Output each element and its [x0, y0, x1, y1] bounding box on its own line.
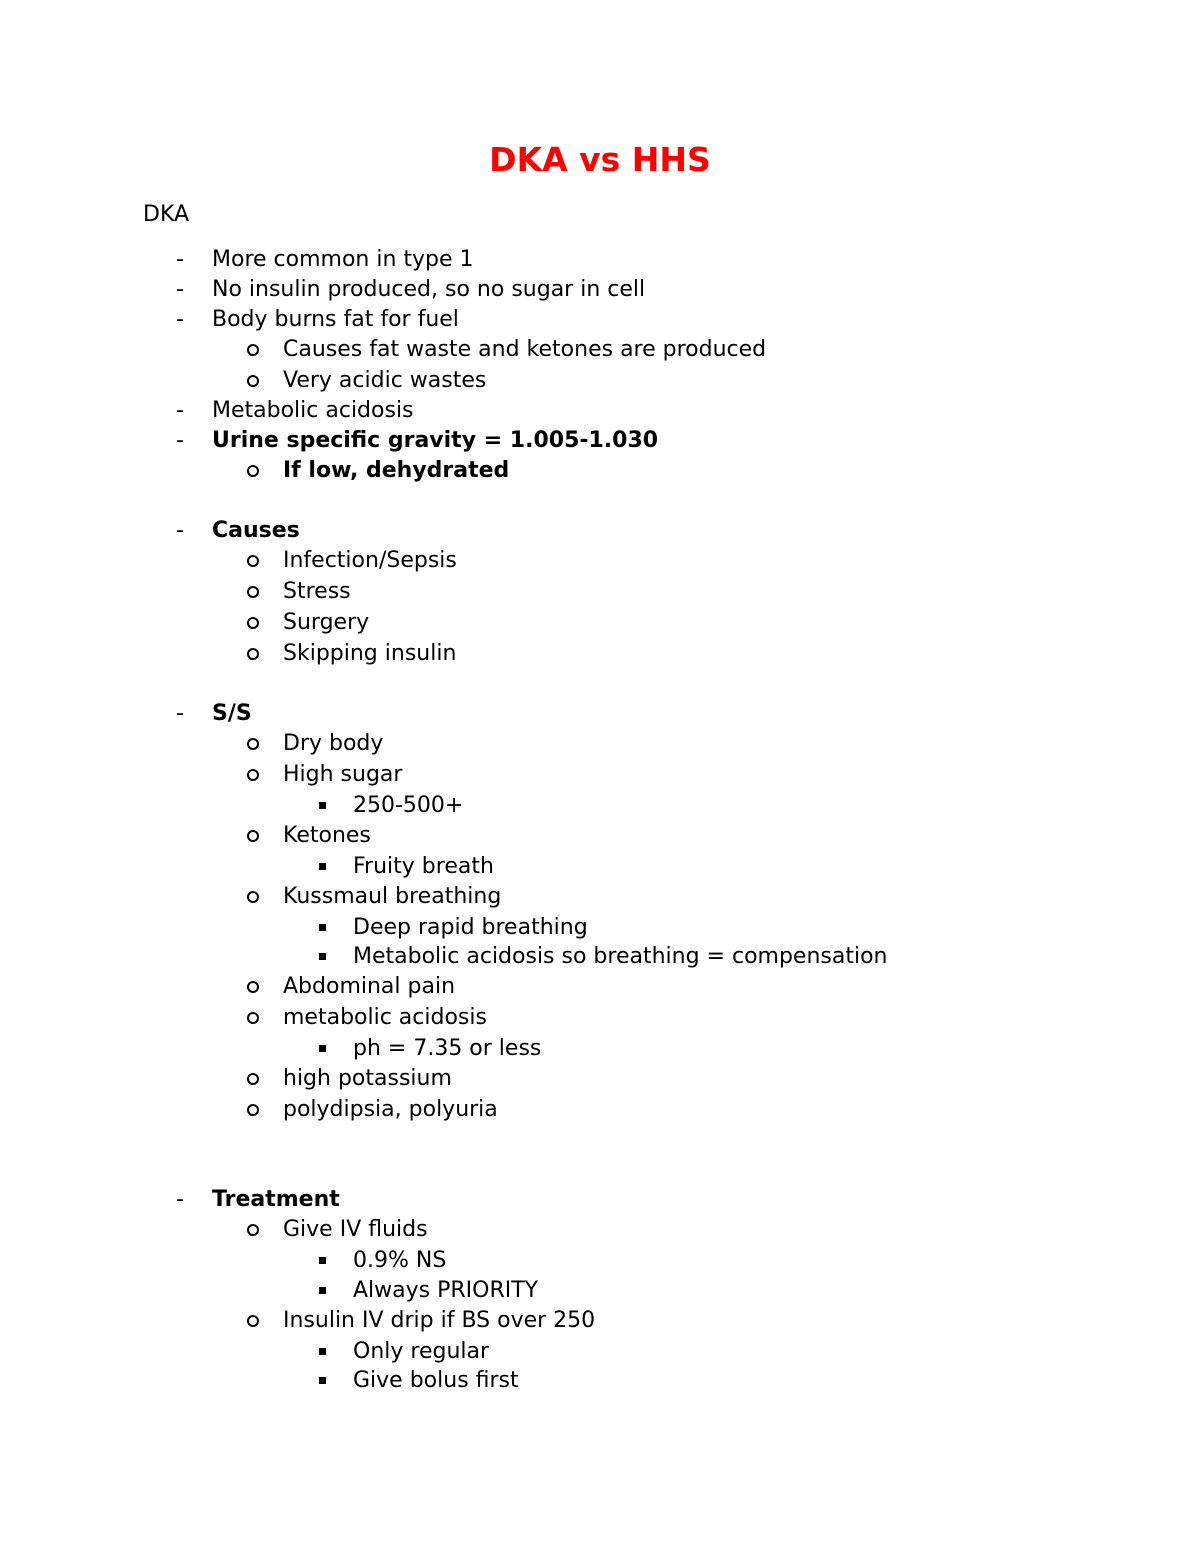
list-item-text: Abdominal pain [283, 974, 456, 999]
list-item-text: Infection/Sepsis [283, 548, 457, 573]
dash-marker: - [176, 398, 184, 423]
list-item-text: Body burns fat for fuel [212, 307, 459, 332]
list-item-text: Kussmaul breathing [283, 884, 502, 909]
circle-bullet-icon [247, 344, 259, 356]
list-item-text: More common in type 1 [212, 247, 474, 272]
dash-marker: - [176, 307, 184, 332]
circle-bullet-icon [247, 1012, 259, 1024]
dash-marker: - [176, 428, 184, 453]
list-item-text: S/S [212, 701, 252, 726]
circle-bullet-icon [247, 555, 259, 567]
list-item-text: Causes fat waste and ketones are produced [283, 337, 767, 362]
list-item-text: Insulin IV drip if BS over 250 [283, 1308, 596, 1333]
square-bullet-icon [319, 1045, 326, 1052]
circle-bullet-icon [247, 648, 259, 660]
list-item-text: Causes [212, 518, 300, 543]
list-item-text: Metabolic acidosis so breathing = compensation [353, 944, 888, 969]
circle-bullet-icon [247, 1224, 259, 1236]
list-item-text: Urine specific gravity = 1.005-1.030 [212, 428, 659, 453]
list-item-text: metabolic acidosis [283, 1005, 487, 1030]
circle-bullet-icon [247, 465, 259, 477]
list-item-text: Metabolic acidosis [212, 398, 414, 423]
dash-marker: - [176, 247, 184, 272]
list-item-text: Ketones [283, 823, 371, 848]
circle-bullet-icon [247, 1104, 259, 1116]
list-item-text: Always PRIORITY [353, 1278, 539, 1303]
list-item-text: ph = 7.35 or less [353, 1036, 542, 1061]
dash-marker: - [176, 701, 184, 726]
list-item-text: Very acidic wastes [283, 368, 487, 393]
dash-marker: - [176, 518, 184, 543]
circle-bullet-icon [247, 981, 259, 993]
list-item-text: No insulin produced, so no sugar in cell [212, 277, 646, 302]
circle-bullet-icon [247, 769, 259, 781]
list-item-text: Stress [283, 579, 351, 604]
circle-bullet-icon [247, 375, 259, 387]
square-bullet-icon [319, 802, 326, 809]
square-bullet-icon [319, 1348, 326, 1355]
circle-bullet-icon [247, 1315, 259, 1327]
list-item-text: Skipping insulin [283, 641, 457, 666]
circle-bullet-icon [247, 738, 259, 750]
document-title: DKA vs HHS [489, 140, 711, 179]
square-bullet-icon [319, 1287, 326, 1294]
list-item-text: high potassium [283, 1066, 452, 1091]
circle-bullet-icon [247, 830, 259, 842]
circle-bullet-icon [247, 1073, 259, 1085]
list-item-text: High sugar [283, 762, 403, 787]
list-item-text: Only regular [353, 1339, 490, 1364]
circle-bullet-icon [247, 617, 259, 629]
circle-bullet-icon [247, 586, 259, 598]
list-item-text: Give bolus first [353, 1368, 519, 1393]
list-item-text: If low, dehydrated [283, 458, 510, 483]
section-heading: DKA [143, 202, 190, 227]
list-item-text: polydipsia, polyuria [283, 1097, 498, 1122]
square-bullet-icon [319, 1257, 326, 1264]
list-item-text: Fruity breath [353, 854, 494, 879]
list-item-text: Give IV fluids [283, 1217, 428, 1242]
square-bullet-icon [319, 924, 326, 931]
list-item-text: Dry body [283, 731, 384, 756]
dash-marker: - [176, 1187, 184, 1212]
list-item-text: Treatment [212, 1187, 340, 1212]
list-item-text: Deep rapid breathing [353, 915, 588, 940]
square-bullet-icon [319, 953, 326, 960]
list-item-text: Surgery [283, 610, 370, 635]
square-bullet-icon [319, 863, 326, 870]
dash-marker: - [176, 277, 184, 302]
list-item-text: 0.9% NS [353, 1248, 447, 1273]
list-item-text: 250-500+ [353, 793, 464, 818]
circle-bullet-icon [247, 891, 259, 903]
square-bullet-icon [319, 1377, 326, 1384]
